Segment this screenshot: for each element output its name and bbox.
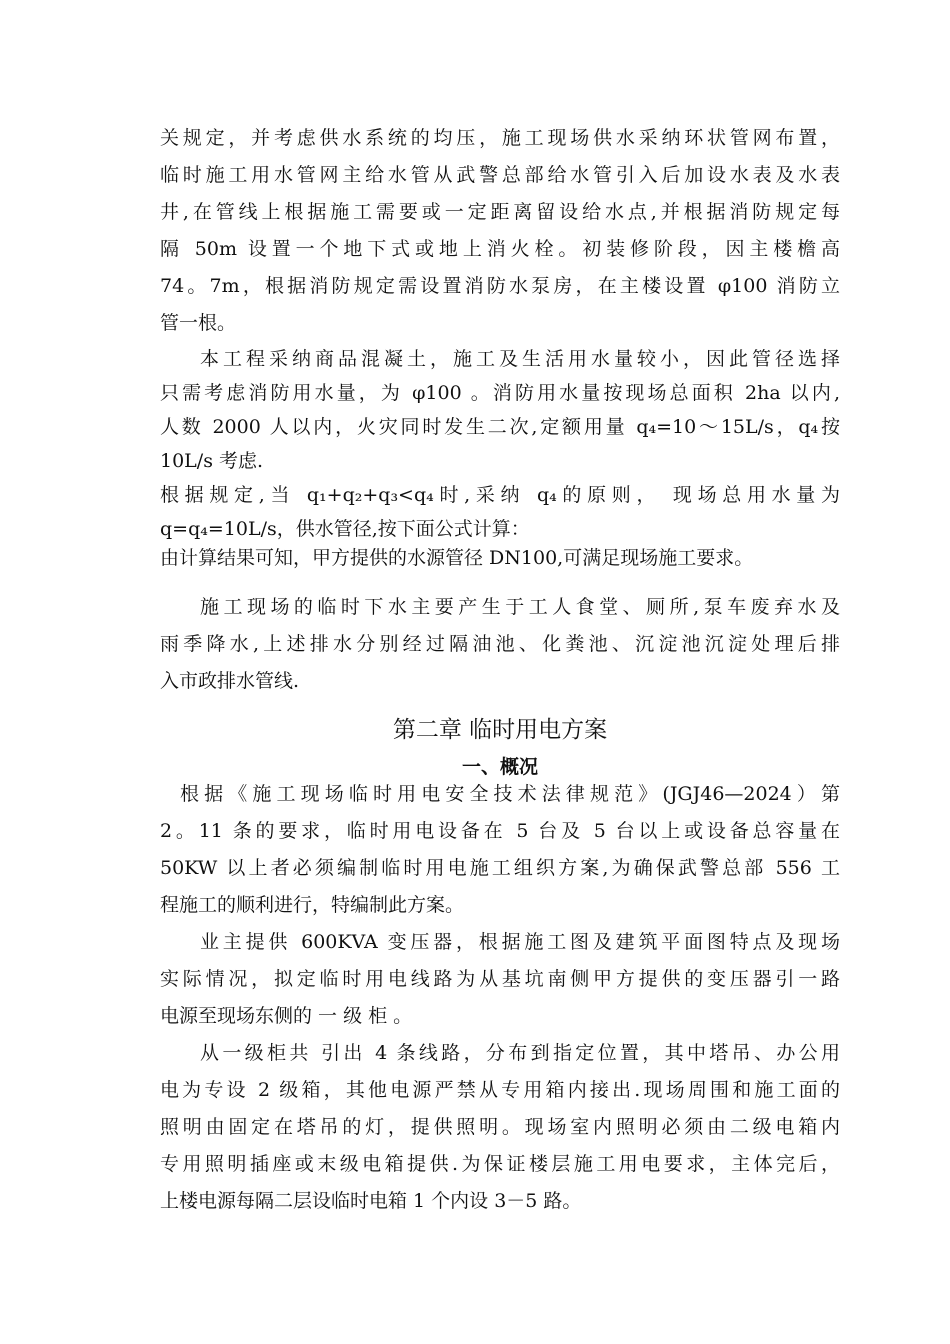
text-line: 根据《施工现场临时用电安全技术法律规范》(JGJ46—2024）第 xyxy=(180,783,840,805)
text-line: 关规定，并考虑供水系统的均压，施工现场供水采纳环状管网布置， xyxy=(160,127,840,149)
text-line: q=q₄=10L/s，供水管径,按下面公式计算： xyxy=(160,518,530,540)
text-line: 从一级柜共 引出 4 条线路，分布到指定位置，其中塔吊、办公用 xyxy=(200,1042,840,1064)
text-line: 10L/s 考虑. xyxy=(160,450,264,472)
text-line: 2。11 条的要求，临时用电设备在 5 台及 5 台以上或设备总容量在 xyxy=(160,820,840,842)
paragraph-calc-result xyxy=(160,540,840,577)
text-line: 施工现场的临时下水主要产生于工人食堂、厕所,泵车废弃水及 xyxy=(200,596,840,618)
text-line: 临时施工用水管网主给水管从武警总部给水管引入后加设水表及水表 xyxy=(160,164,840,186)
text-line: 程施工的顺利进行，特编制此方案。 xyxy=(160,894,465,916)
text-line: 电为专设 2 级箱，其他电源严禁从专用箱内接出.现场周围和施工面的 xyxy=(160,1079,840,1101)
text-line: 由计算结果可知，甲方提供的水源管径 DN100,可满足现场施工要求。 xyxy=(160,547,754,569)
chapter-heading: 第二章 临时用电方案 xyxy=(392,717,608,743)
paragraph-pipe-diameter xyxy=(160,342,840,478)
text-line: 上楼电源每隔二层设临时电箱 1 个内设 3－5 路。 xyxy=(160,1190,582,1212)
text-line: 根据规定,当 q₁+q₂+q₃<q₄时,采纳 q₄的原则， 现场总用水量为 xyxy=(160,484,840,506)
text-line: 照明由固定在塔吊的灯，提供照明。现场室内照明必须由二级电箱内 xyxy=(160,1116,840,1138)
text-line: 隔 50m 设置一个地下式或地上消火栓。初装修阶段，因主楼檐高 xyxy=(160,238,840,260)
text-line: 本工程采纳商品混凝土，施工及生活用水量较小，因此管径选择 xyxy=(200,348,840,370)
section-heading: 一、概况 xyxy=(461,756,538,778)
text-line: 74。7m，根据消防规定需设置消防水泵房，在主楼设置 φ100 消防立 xyxy=(160,275,840,297)
text-line: 入市政排水管线. xyxy=(160,670,300,692)
text-line: 业主提供 600KVA 变压器，根据施工图及建筑平面图特点及现场 xyxy=(200,931,840,953)
text-line: 人数 2000 人以内，火灾同时发生二次,定额用量 q₄=10～15L/s，q₄按 xyxy=(160,416,840,438)
text-line: 电源至现场东侧的 一 级 柜 。 xyxy=(160,1005,413,1027)
text-line: 管一根。 xyxy=(160,312,237,334)
paragraph-drainage xyxy=(160,589,840,700)
text-line: 雨季降水,上述排水分别经过隔油池、化粪池、沉淀池沉淀处理后排 xyxy=(160,633,840,655)
paragraph-total-water xyxy=(160,478,840,546)
text-line: 50KW 以上者必须编制临时用电施工组织方案,为确保武警总部 556 工 xyxy=(160,857,840,879)
paragraph-transformer xyxy=(160,924,840,1035)
text-line: 专用照明插座或末级电箱提供.为保证楼层施工用电要求，主体完后， xyxy=(160,1153,840,1175)
paragraph-distribution xyxy=(160,1035,840,1220)
text-line: 井,在管线上根据施工需要或一定距离留设给水点,并根据消防规定每 xyxy=(160,201,840,223)
text-line: 实际情况，拟定临时用电线路为从基坑南侧甲方提供的变压器引一路 xyxy=(160,968,840,990)
paragraph-overview xyxy=(160,776,840,924)
text-line: 只需考虑消防用水量，为 φ100 。消防用水量按现场总面积 2ha 以内, xyxy=(160,382,840,404)
paragraph-water-supply-network xyxy=(160,120,840,342)
